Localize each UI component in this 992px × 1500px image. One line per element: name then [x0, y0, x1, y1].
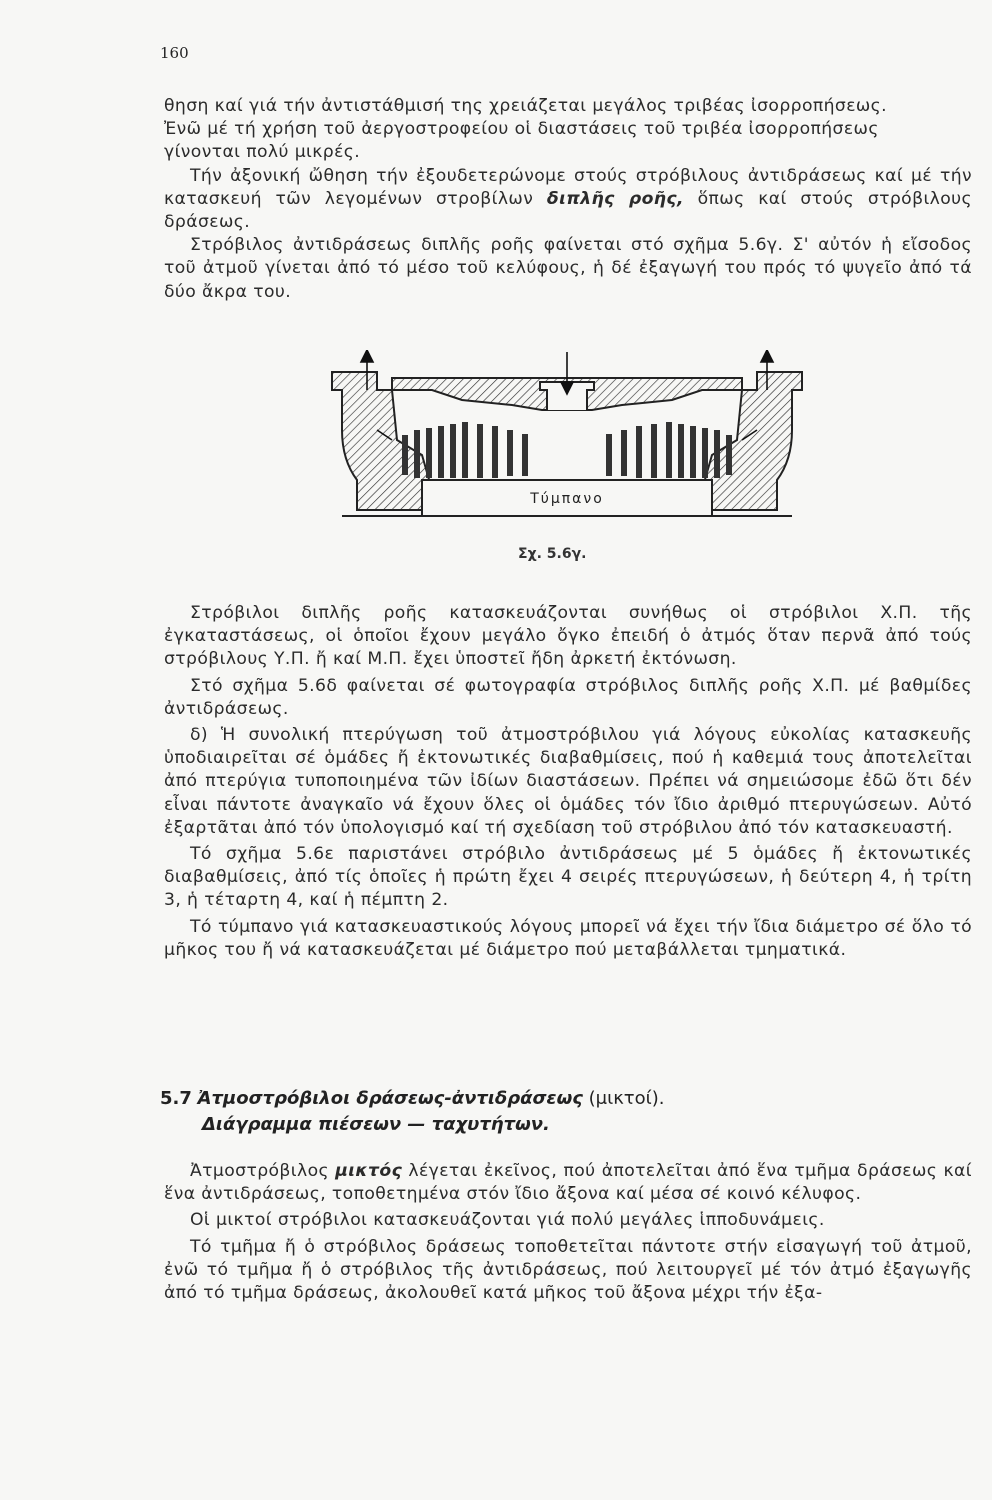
text-block-top: [164, 95, 972, 304]
figure-caption: Σχ. 5.6γ.: [518, 546, 587, 562]
paragraph: Τό σχῆμα 5.6ε παριστάνει στρόβιλο ἀντιδράσεως μέ 5 ὁμάδες ἤ ἐκτονωτικές διαβαθμίσεις, ἀπό τίς ὁποῖες ἡ πρώτη ἔχει 4 σειρές πτερυγώσεων, ἡ δεύτερη 4, ἡ τρίτη 3, ἡ τέταρτη 4, καί ἡ πέμπτη 2.: [164, 844, 972, 911]
emphasis-text: μικτός: [335, 1161, 403, 1181]
section-subtitle: Διάγραμμα πιέσεων — ταχυτήτων.: [202, 1114, 550, 1135]
page-number: 160: [160, 44, 189, 62]
drum-label: Τύμπανο: [530, 491, 604, 507]
text-run: Τήν ἀξονική ὤθηση τήν ἐξουδετερώνομε στούς στρόβιλους ἀντιδράσεως καί μέ τήν κατασκευή τῶν λεγομένων στροβίλων: [164, 165, 972, 209]
text-run: λέγεται ἐκεῖνος, πού ἀποτελεῖται ἀπό ἕνα τμῆμα δράσεως καί ἕνα ἀντιδράσεως, τοποθετημένα στόν ἴδιο ἄξονα καί μέσα σέ κοινό κέλυφος.: [164, 1161, 972, 1205]
paragraph-line: Ἐνῶ μέ τή χρήση τοῦ ἀεργοστροφείου οἱ διαστάσεις τοῦ τριβέα ἰσορροπήσεως: [164, 119, 879, 140]
text-run: ὅπως καί στούς στρόβιλους δράσεως.: [164, 188, 973, 233]
paragraph: δ) Ἡ συνολική πτερύγωση τοῦ ἀτμοστρόβιλου γιά λόγους εὐκολίας κατασκευῆς ὑποδιαιρεῖται σέ ὁμάδες ἤ ἐκτονωτικές διαβαθμίσεις, πού ἡ καθεμιά τους ἀποτελεῖται ἀπό πτερύγια τυποποιημένα τῶν ἰδίων διαστάσεων. Πρέπει νά σημειώσομε ἐδῶ ὅτι δέν εἶναι πάντοτε ἀναγκαῖο νά ἔχουν ὅλες οἱ ὁμάδες τόν ἴδιο ἀριθμό πτερυγώσεων. Αὐτό ἐξαρτᾶται ἀπό τόν ὑπολογισμό καί τή σχεδίαση τοῦ στρόβιλου ἀπό τόν κατασκευαστή.: [164, 725, 972, 838]
text-block-bottom: [164, 1160, 972, 1305]
turbine-diagram: [322, 350, 812, 540]
section-heading: [160, 1086, 664, 1138]
emphasis-text: διπλῆς ροῆς,: [546, 188, 684, 209]
text-run: Ἀτμοστρόβιλος: [190, 1161, 336, 1181]
paragraph: Στρόβιλοι διπλῆς ροῆς κατασκευάζονται συνήθως οἱ στρόβιλοι Χ.Π. τῆς ἐγκαταστάσεως, οἱ ὁποῖοι ἔχουν μεγάλο ὄγκο ἐπειδή ὁ ἀτμός ὅταν περνᾶ ἀπό τούς στρόβιλους Υ.Π. ἤ καί Μ.Π. ἔχει ὑποστεῖ ἤδη ἀρκετή ἐκτόνωση.: [164, 603, 972, 670]
paragraph-line: γίνονται πολύ μικρές.: [164, 142, 361, 163]
section-title: Ἀτμοστρόβιλοι δράσεως-ἀντιδράσεως: [197, 1088, 583, 1109]
paragraph: [164, 165, 972, 235]
section-note: (μικτοί).: [588, 1088, 665, 1109]
paragraph: Τό τμῆμα ἤ ὁ στρόβιλος δράσεως τοποθετεῖται πάντοτε στήν εἰσαγωγή τοῦ ἀτμοῦ, ἐνῶ τό τμῆμα ἤ ὁ στρόβιλος τῆς ἀντιδράσεως, πού λειτουργεῖ μέ τόν ἀτμό ἐξαγωγῆς ἀπό τό τμῆμα δράσεως, ἀκολουθεῖ κατά μῆκος τοῦ ἄξονα μέχρι τήν ἐξα-: [164, 1236, 972, 1304]
paragraph: Στό σχῆμα 5.6δ φαίνεται σέ φωτογραφία στρόβιλος διπλῆς ροῆς Χ.Π. μέ βαθμίδες ἀντιδράσεως.: [164, 675, 972, 719]
text-block-middle: [164, 602, 972, 962]
paragraph: [164, 1160, 972, 1206]
paragraph: Οἱ μικτοί στρόβιλοι κατασκευάζονται γιά πολύ μεγάλες ἱπποδυνάμεις.: [190, 1210, 825, 1231]
paragraph-line: θηση καί γιά τήν ἀντιστάθμισή της χρειάζεται μεγάλος τριβέας ἰσορροπήσεως.: [164, 96, 888, 116]
paragraph: Τό τύμπανο γιά κατασκευαστικούς λόγους μπορεῖ νά ἔχει τήν ἴδια διάμετρο σέ ὅλο τό μῆκος του ἤ νά κατασκευάζεται μέ διάμετρο πού μεταβάλλεται τμηματικά.: [164, 916, 972, 960]
paragraph: Στρόβιλος ἀντιδράσεως διπλῆς ροῆς φαίνεται στό σχῆμα 5.6γ. Σ' αὐτόν ἡ εἴσοδος τοῦ ἀτμοῦ γίνεται ἀπό τό μέσο τοῦ κελύφους, ἡ δέ ἐξαγωγή του πρός τό ψυγεῖο ἀπό τά δύο ἄκρα του.: [164, 235, 972, 302]
section-number: 5.7: [160, 1088, 192, 1109]
